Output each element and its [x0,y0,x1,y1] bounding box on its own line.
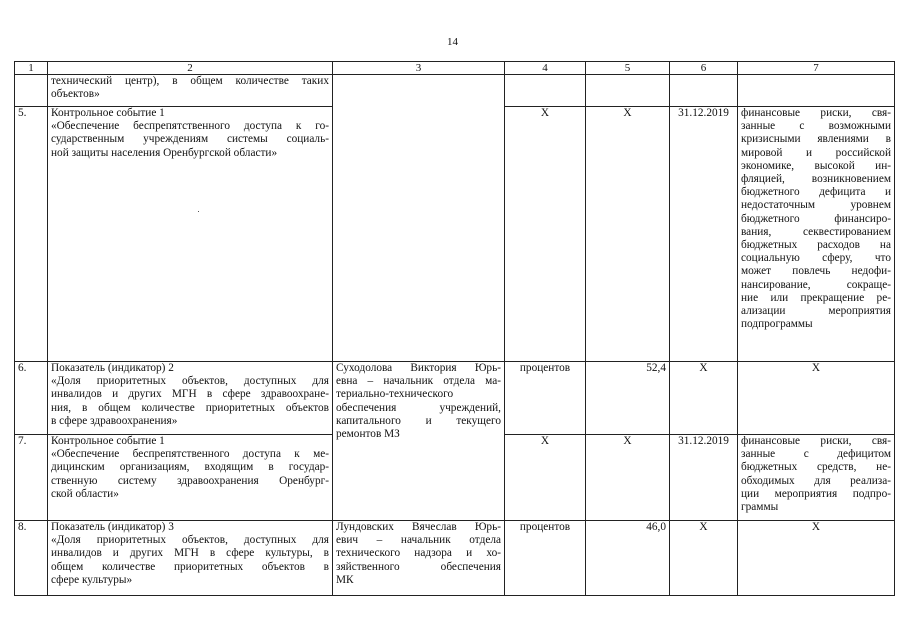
header-row [15,62,895,75]
header-cell-5: 5 [586,62,670,75]
row-unit: X [505,435,586,521]
description-line: объектов» [51,88,100,101]
row-risks [738,107,895,362]
scan-speck [198,211,199,212]
page-number: 14 [447,36,458,48]
description-line: инвалидов и других МГН в сфере культуры, в [51,547,329,560]
row-number: 8. [15,521,48,596]
risk-line: подпрограммы [741,318,813,331]
risk-line: ние или прекращение ре- [741,291,891,304]
description-line: технический центр), в общем количестве таких [51,75,329,87]
responsible-line: евна – начальник отдела ма- [336,375,501,388]
row-value: 46,0 [586,521,670,596]
risk-line: бюджетных средств, не- [741,461,891,474]
risk-line: ализации мероприятия [741,305,891,318]
header-cell-2: 2 [48,62,333,75]
description-line: инвалидов и других МГН в сфере здравоохране- [51,388,329,401]
risk-line: бюджетных расходов на [741,239,891,252]
description-line: общем количестве приоритетных объектов в [51,560,329,573]
responsible-line: Суходолова Виктория Юрь- [336,362,501,374]
header-cell-7: 7 [738,62,895,75]
row-responsible [333,521,505,596]
row-unit: X [505,107,586,362]
header-cell-6: 6 [670,62,738,75]
description-line: Показатель (индикатор) 3 [51,521,174,533]
risk-line: экономике, высокой ин- [741,159,891,172]
row-number: 7. [15,435,48,521]
program-indicators-table [14,61,895,596]
row-risks [738,75,895,107]
row-description [48,435,333,521]
description-line: Контрольное событие 1 [51,435,165,447]
row-responsible [333,362,505,521]
description-line: ной защиты населения Оренбургской области» [51,146,278,159]
responsible-line: обеспечения учреждений, [336,401,501,414]
row-risks [738,435,895,521]
row-value: X [586,435,670,521]
description-line: Показатель (индикатор) 2 [51,362,174,374]
header-cell-4: 4 [505,62,586,75]
table-row [15,75,895,107]
row-description [48,107,333,362]
description-line: ской области» [51,487,119,500]
row-number: 6. [15,362,48,435]
description-line: «Доля приоритетных объектов, доступных для [51,375,329,388]
row-date: X [670,521,738,596]
risk-line: бюджетного финансиро- [741,212,891,225]
row-risks: X [738,521,895,596]
row-value [586,75,670,107]
responsible-line: Лундовских Вячеслав Юрь- [336,521,501,533]
description-line: ственную систему здравоохранения Оренбург- [51,474,329,487]
header-cell-3: 3 [333,62,505,75]
description-line: в сфере здравоохранения» [51,414,178,427]
risk-line: занные с дефицитом [741,448,891,461]
risk-line: бюджетного дефицита и [741,186,891,199]
row-unit: процентов [505,521,586,596]
row-number [15,75,48,107]
responsible-line: капитального и текущего [336,414,501,427]
risk-line: ции мероприятия подпро- [741,487,891,500]
row-value: X [586,107,670,362]
risk-line: нансирование, сокраще- [741,278,891,291]
responsible-line: ремонтов МЗ [336,428,400,441]
row-description [48,521,333,596]
row-number: 5. [15,107,48,362]
risk-line: финансовые риски, свя- [741,107,891,119]
row-unit: процентов [505,362,586,435]
row-value: 52,4 [586,362,670,435]
responsible-line: МК [336,573,354,586]
responsible-line: зяйственного обеспечения [336,560,501,573]
risk-line: граммы [741,501,779,514]
row-date: X [670,362,738,435]
table-row [15,521,895,596]
description-line: сфере культуры» [51,573,133,586]
risk-line: вания, секвестированием [741,225,891,238]
risk-line: может повлечь недофи- [741,265,891,278]
risk-line: обходимых для реализа- [741,474,891,487]
row-responsible [333,75,505,362]
risk-line: мировой и российской [741,146,891,159]
row-date [670,75,738,107]
row-date: 31.12.2019 [670,107,738,362]
table-row [15,362,895,435]
row-date: 31.12.2019 [670,435,738,521]
risk-line: занные с возможными [741,120,891,133]
description-line: Контрольное событие 1 [51,107,165,119]
description-line: сударственным учреждениям системы социаль- [51,133,329,146]
description-line: ния, в общем количестве приоритетных объектов [51,401,329,414]
description-line: «Доля приоритетных объектов, доступных для [51,534,329,547]
row-description [48,75,333,107]
responsible-line: евич – начальник отдела [336,534,501,547]
risk-line: социальную сферу, что [741,252,891,265]
risk-line: фляцией, возникновением [741,173,891,186]
description-line: «Обеспечение беспрепятственного доступа к ме- [51,448,329,461]
description-line: дицинским организациям, входящим в государ- [51,461,329,474]
risk-line: недостаточным уровнем [741,199,891,212]
responsible-line: териально-технического [336,388,454,401]
row-unit [505,75,586,107]
responsible-line: технического надзора и хо- [336,547,501,560]
row-risks: X [738,362,895,435]
header-cell-1: 1 [15,62,48,75]
risk-line: финансовые риски, свя- [741,435,891,447]
description-line: «Обеспечение беспрепятственного доступа к го- [51,120,329,133]
row-description [48,362,333,435]
risk-line: кризисными явлениями в [741,133,891,146]
